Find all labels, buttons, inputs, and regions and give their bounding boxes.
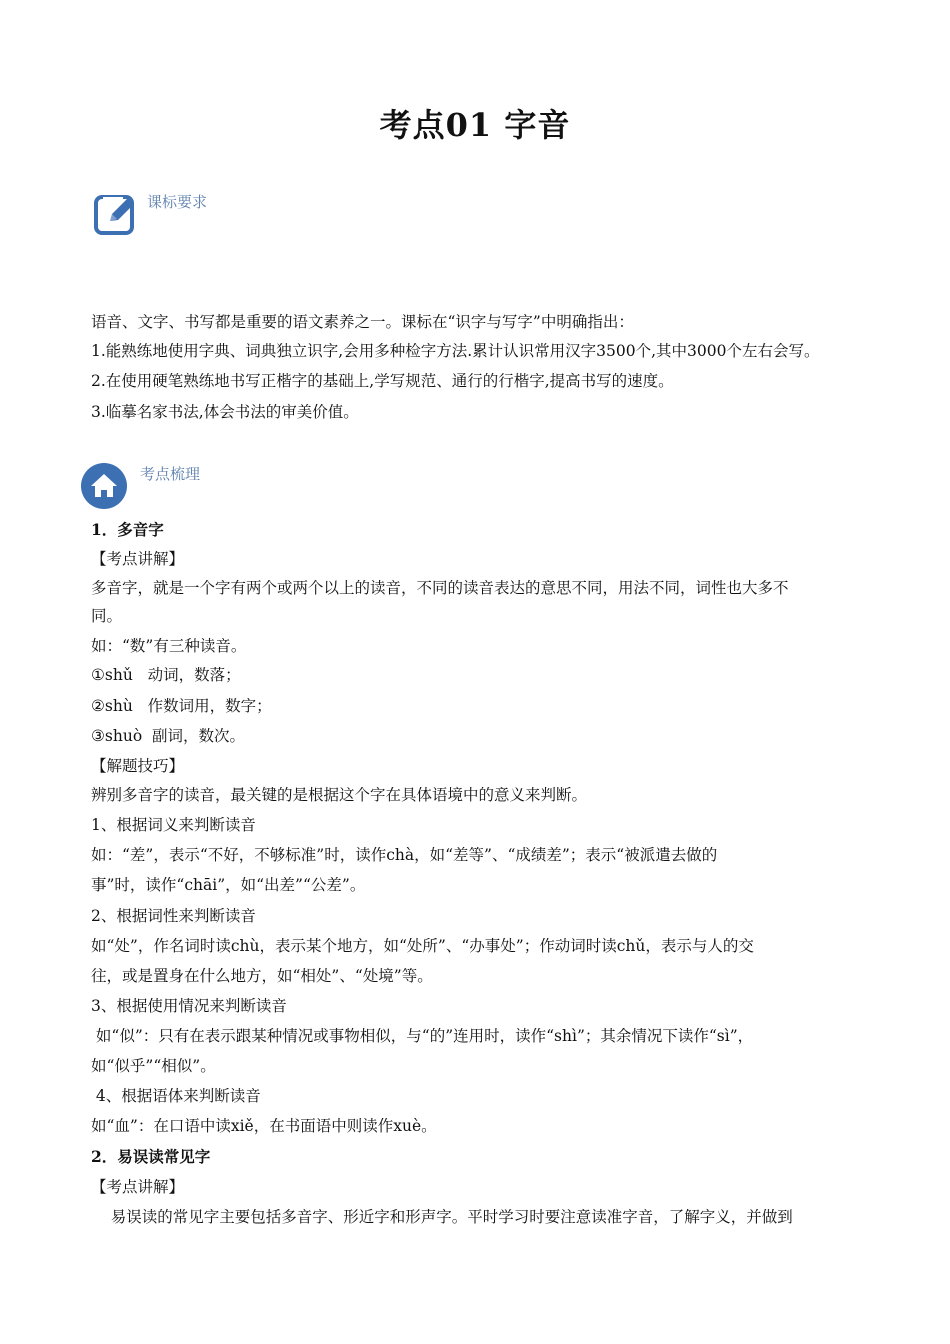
method-2-text-cont: 往，或是置身在什么地方，如“相处”、“处境”等。 bbox=[91, 967, 433, 985]
polyphonic-definition: 多音字，就是一个字有两个或两个以上的读音，不同的读音表达的意思不同，用法不同，词性也大多不 bbox=[91, 579, 789, 597]
method-2-text: 如“处”，作名词时读chù，表示某个地方，如“处所”、“办事处”；作动词时读chǔ，表示与人的交 bbox=[91, 937, 754, 955]
requirement-item-2: 2.在使用硬笔熟练地书写正楷字的基础上,学写规范、通行的行楷字,提高书写的速度。 bbox=[91, 372, 674, 390]
reading-item-2: ②shù 作数词用，数字； bbox=[91, 697, 272, 715]
page-title: 考点01 字音 bbox=[379, 106, 571, 144]
method-1-title: 1、根据词义来判断读音 bbox=[91, 816, 256, 834]
method-4-text: 如“血”：在口语中读xiě，在书面语中则读作xuè。 bbox=[91, 1117, 437, 1135]
method-1-text: 如：“差”，表示“不好，不够标准”时，读作chà，如“差等”、“成绩差”；表示“被派遣去做的 bbox=[91, 846, 718, 864]
requirements-label: 课标要求 bbox=[147, 193, 208, 211]
method-1-text-cont: 事”时，读作“chāi”，如“出差”“公差”。 bbox=[91, 876, 366, 894]
method-3-text: 如“似”：只有在表示跟某种情况或事物相似，与“的”连用时，读作“shì”；其余情况下读作“sì”， bbox=[91, 1027, 754, 1045]
reading-item-3: ③shuò 副词，数次。 bbox=[91, 727, 246, 745]
misread-text: 易误读的常见字主要包括多音字、形近字和形声字。平时学习时要注意读准字音，了解字义，并做到 bbox=[91, 1208, 793, 1226]
tips-intro: 辨别多音字的读音，最关键的是根据这个字在具体语境中的意义来判断。 bbox=[91, 786, 588, 804]
method-4-title: 4、根据语体来判断读音 bbox=[91, 1087, 261, 1105]
reading-item-1: ①shǔ 动词，数落； bbox=[91, 666, 241, 684]
example-intro: 如：“数”有三种读音。 bbox=[91, 637, 247, 655]
home-icon bbox=[80, 462, 128, 510]
requirement-item-1: 1.能熟练地使用字典、词典独立识字,会用多种检字方法.累计认识常用汉字3500个,其中3000个左右会写。 bbox=[91, 342, 820, 360]
tips-label: 【解题技巧】 bbox=[91, 757, 185, 775]
section-heading-polyphonic: 1．多音字 bbox=[91, 520, 164, 539]
requirements-header bbox=[93, 191, 293, 239]
requirement-item-3: 3.临摹名家书法,体会书法的审美价值。 bbox=[91, 403, 359, 421]
method-2-title: 2、根据词性来判断读音 bbox=[91, 907, 256, 925]
outline-header bbox=[80, 460, 280, 510]
explain-label: 【考点讲解】 bbox=[91, 550, 185, 568]
outline-label: 考点梳理 bbox=[140, 465, 201, 483]
section-heading-misread: 2．易误读常见字 bbox=[91, 1147, 211, 1166]
edit-icon bbox=[93, 191, 139, 237]
polyphonic-definition-cont: 同。 bbox=[91, 607, 123, 625]
requirements-intro: 语音、文字、书写都是重要的语文素养之一。课标在“识字与写字”中明确指出： bbox=[91, 313, 634, 331]
method-3-title: 3、根据使用情况来判断读音 bbox=[91, 997, 287, 1015]
explain-label-2: 【考点讲解】 bbox=[91, 1178, 185, 1196]
method-3-text-cont: 如“似乎”“相似”。 bbox=[91, 1057, 216, 1075]
